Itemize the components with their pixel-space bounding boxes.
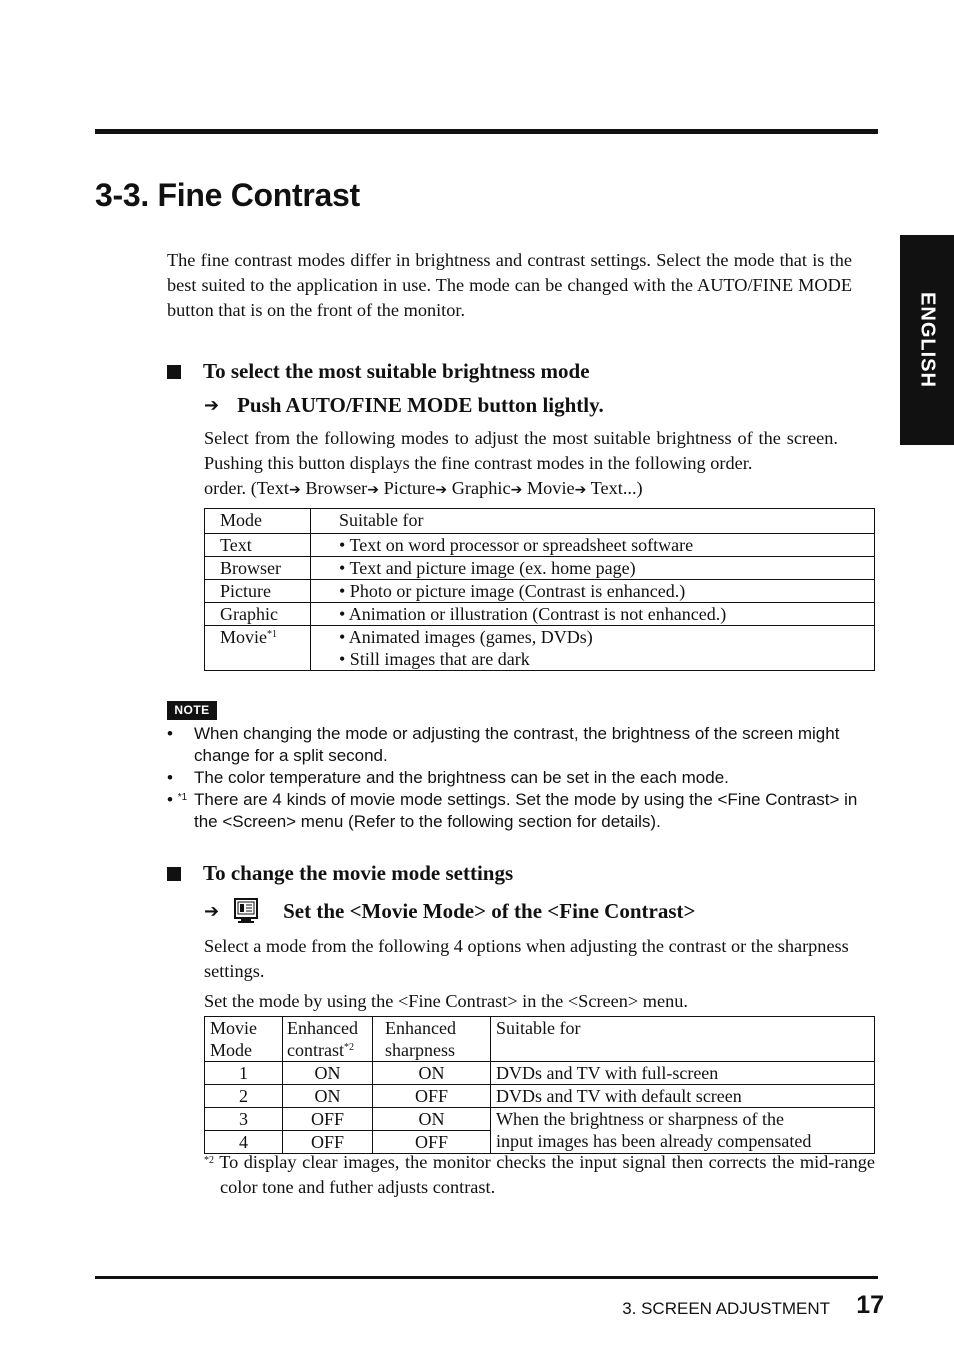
section-movie-action-text: Set the <Movie Mode> of the <Fine Contrast> — [283, 898, 696, 923]
sharpness-cell: ON — [373, 1108, 491, 1131]
language-tab — [900, 235, 954, 445]
table-header-row — [205, 509, 875, 534]
footnote: $^{*2}$ To display clear images, the monitor checks the input signal then corrects the mid-range color tone and futher adjusts contrast. — [204, 1152, 875, 1197]
section-brightness-heading-text: To select the most suitable brightness mode — [203, 359, 590, 383]
list-item: • The color temperature and the brightness can be set in the each mode. — [167, 768, 729, 787]
movie-mode-cell: 1 — [205, 1062, 283, 1085]
arrow-right-icon: ➔ — [289, 482, 301, 498]
movie-mode-cell: 4 — [205, 1131, 283, 1154]
list-item: • When changing the mode or adjusting the contrast, the brightness of the screen might change for a split second. — [167, 724, 840, 765]
square-bullet-icon — [167, 365, 181, 379]
table-row — [205, 534, 875, 557]
note-list — [167, 723, 867, 833]
contrast-cell: OFF — [283, 1131, 373, 1154]
mode-cell: Browser — [205, 557, 311, 580]
section-brightness-action-text: Push AUTO/FINE MODE button lightly. — [237, 393, 604, 417]
screen-menu-icon — [233, 898, 259, 924]
section-movie-heading-text: To change the movie mode settings — [203, 861, 514, 885]
bottom-rule — [95, 1276, 878, 1279]
suitable-cell: • Text and picture image (ex. home page) — [311, 557, 875, 580]
arrow-right-icon: ➔ — [367, 482, 380, 498]
intro-paragraph: The fine contrast modes differ in brightness and contrast settings. Select the mode that is the best suited to the application in use. The mode can be changed with the AUTO/FINE MODE button that is on the front of the monitor. — [167, 250, 852, 320]
table-header-cell: Mode — [205, 509, 311, 534]
language-tab-label: ENGLISH — [916, 292, 939, 388]
movie-description: Select a mode from the following 4 options when adjusting the contrast or the sharpness settings. — [204, 936, 849, 981]
suitable-cell: DVDs and TV with default screen — [491, 1085, 875, 1108]
section-movie-action — [204, 898, 695, 924]
arrow-right-icon: ➔ — [510, 482, 523, 498]
arrow-right-icon: ➔ — [204, 395, 220, 416]
table-row — [205, 1108, 875, 1131]
table-row — [205, 580, 875, 603]
note-badge: NOTE — [167, 701, 217, 720]
suitable-cell: • Text on word processor or spreadsheet software — [311, 534, 875, 557]
footer-section-label: 3. SCREEN ADJUSTMENT — [622, 1299, 830, 1318]
mode-cell: Graphic — [205, 603, 311, 626]
movie-mode-cell: 2 — [205, 1085, 283, 1108]
sharpness-cell: OFF — [373, 1131, 491, 1154]
table-row — [205, 1062, 875, 1085]
table-header-cell: Suitable for — [311, 509, 875, 534]
section-brightness-heading — [167, 359, 590, 384]
table-header-cell: Enhanced sharpness — [373, 1017, 491, 1062]
mode-cell: Movie$^{*1}$ — [205, 626, 311, 671]
arrow-right-icon: ➔ — [435, 482, 448, 498]
sharpness-cell: OFF — [373, 1085, 491, 1108]
table-header-cell: Movie Mode — [205, 1017, 283, 1062]
mode-order: order. (Text➔ Browser➔ Picture➔ Graphic➔ Movie➔ Text...) — [204, 478, 643, 498]
list-item: • $^{*1}$ There are 4 kinds of movie mode settings. Set the mode by using the <Fine Contrast> in the <Screen> menu (Refer to the following section for details). — [167, 790, 858, 831]
suitable-cell: • Animation or illustration (Contrast is not enhanced.) — [311, 603, 875, 626]
mode-cell: Text — [205, 534, 311, 557]
table-header-cell: Suitable for — [491, 1017, 875, 1062]
table-row — [205, 626, 875, 671]
table-row — [205, 1085, 875, 1108]
table-header-cell: Enhanced contrast$^{*2}$ — [283, 1017, 373, 1062]
section-brightness-action — [204, 393, 604, 418]
page-title: 3-3. Fine Contrast — [95, 177, 360, 213]
sharpness-cell: ON — [373, 1062, 491, 1085]
page-number: 17 — [856, 1291, 884, 1319]
mode-cell: Picture — [205, 580, 311, 603]
arrow-right-icon: ➔ — [574, 482, 587, 498]
contrast-cell: ON — [283, 1062, 373, 1085]
mode-table — [204, 508, 875, 671]
movie-mode-cell: 3 — [205, 1108, 283, 1131]
table-row — [205, 603, 875, 626]
arrow-right-icon: ➔ — [204, 900, 220, 922]
section-movie-heading — [167, 861, 513, 886]
contrast-cell: ON — [283, 1085, 373, 1108]
table-header-row — [205, 1017, 875, 1062]
suitable-cell: • Photo or picture image (Contrast is enhanced.) — [311, 580, 875, 603]
contrast-cell: OFF — [283, 1108, 373, 1131]
suitable-cell: • Animated images (games, DVDs) • Still images that are dark — [311, 626, 875, 671]
table-row — [205, 557, 875, 580]
suitable-cell: When the brightness or sharpness of the input images has been already compensated — [491, 1108, 875, 1154]
top-rule — [95, 129, 878, 134]
movie-mode-table — [204, 1016, 875, 1154]
suitable-cell: DVDs and TV with full-screen — [491, 1062, 875, 1085]
movie-menu-instruction: Set the mode by using the <Fine Contrast> in the <Screen> menu. — [204, 991, 688, 1011]
square-bullet-icon — [167, 867, 181, 881]
brightness-description: Select from the following modes to adjust the most suitable brightness of the screen. Pushing this button displays the fine contrast modes in the following order. — [204, 428, 838, 473]
